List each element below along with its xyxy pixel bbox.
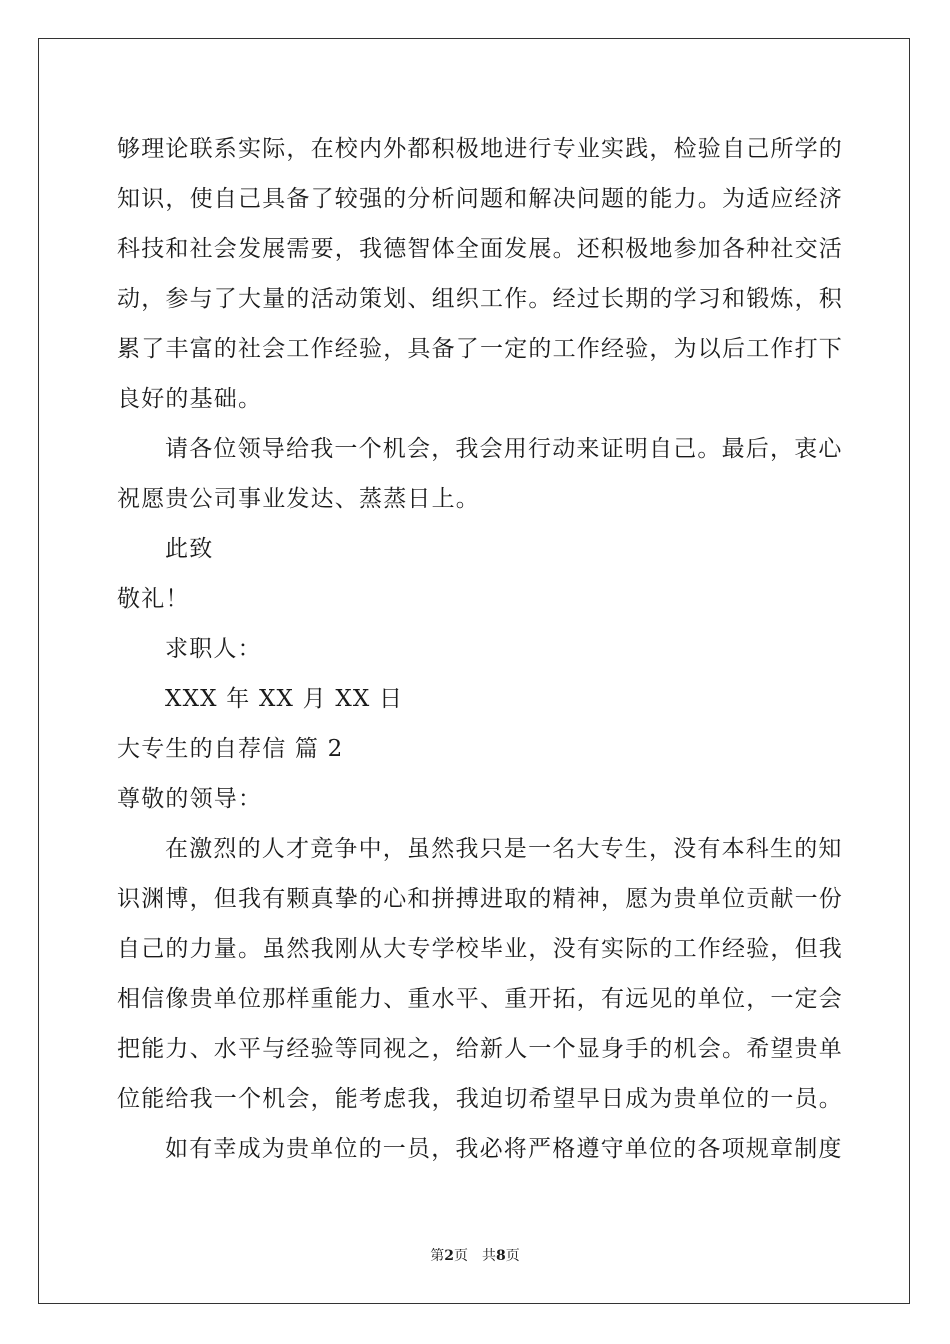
text-line: 把能力、水平与经验等同视之，给新人一个显身手的机会。希望贵单 bbox=[117, 1036, 843, 1062]
text-line: 尊敬的领导： bbox=[117, 786, 263, 812]
total-prefix: 共 bbox=[482, 1248, 496, 1264]
paragraph bbox=[117, 1124, 843, 1174]
text-line: 求职人： bbox=[165, 636, 262, 662]
text-line: 请各位领导给我一个机会，我会用行动来证明自己。最后，衷心 bbox=[165, 436, 843, 462]
text-line: 此致 bbox=[165, 536, 214, 562]
text-line: 识渊博，但我有颗真挚的心和拼搏进取的精神，愿为贵单位贡献一份 bbox=[117, 886, 843, 912]
paragraph bbox=[117, 674, 837, 724]
page-footer bbox=[0, 1246, 950, 1266]
text-line: 敬礼！ bbox=[117, 586, 190, 612]
total-suffix: 页 bbox=[505, 1248, 520, 1264]
text-line: 良好的基础。 bbox=[117, 386, 263, 412]
document-body bbox=[117, 124, 843, 1174]
paragraph bbox=[117, 424, 843, 524]
paragraph bbox=[117, 824, 843, 1124]
text-line: 在激烈的人才竞争中，虽然我只是一名大专生，没有本科生的知 bbox=[165, 836, 843, 862]
text-line: 大专生的自荐信 篇 2 bbox=[117, 736, 344, 762]
text-line: 科技和社会发展需要，我德智体全面发展。还积极地参加各种社交活 bbox=[117, 236, 843, 262]
page-number: 2 bbox=[444, 1248, 454, 1264]
text-line: 自己的力量。虽然我刚从大专学校毕业，没有实际的工作经验，但我 bbox=[117, 936, 843, 962]
paragraph bbox=[117, 524, 837, 574]
text-line: 累了丰富的社会工作经验，具备了一定的工作经验，为以后工作打下 bbox=[117, 336, 843, 362]
paragraph bbox=[117, 724, 837, 774]
text-line: 如有幸成为贵单位的一员，我必将严格遵守单位的各项规章制度 bbox=[165, 1136, 843, 1162]
paragraph bbox=[117, 124, 843, 424]
page-suffix: 页 bbox=[454, 1248, 468, 1264]
text-line: 动，参与了大量的活动策划、组织工作。经过长期的学习和锻炼，积 bbox=[117, 286, 843, 312]
text-line: XXX 年 XX 月 XX 日 bbox=[165, 686, 404, 712]
text-line: 位能给我一个机会，能考虑我，我迫切希望早日成为贵单位的一员。 bbox=[117, 1086, 843, 1112]
text-line: 相信像贵单位那样重能力、重水平、重开拓，有远见的单位，一定会 bbox=[117, 986, 843, 1012]
paragraph bbox=[117, 574, 837, 624]
page-prefix: 第 bbox=[430, 1248, 445, 1264]
paragraph bbox=[117, 774, 837, 824]
paragraph bbox=[117, 624, 837, 674]
text-line: 祝愿贵公司事业发达、蒸蒸日上。 bbox=[117, 486, 480, 512]
text-line: 够理论联系实际，在校内外都积极地进行专业实践，检验自己所学的 bbox=[117, 136, 843, 162]
text-line: 知识，使自己具备了较强的分析问题和解决问题的能力。为适应经济 bbox=[117, 186, 843, 212]
total-pages: 8 bbox=[496, 1248, 506, 1264]
